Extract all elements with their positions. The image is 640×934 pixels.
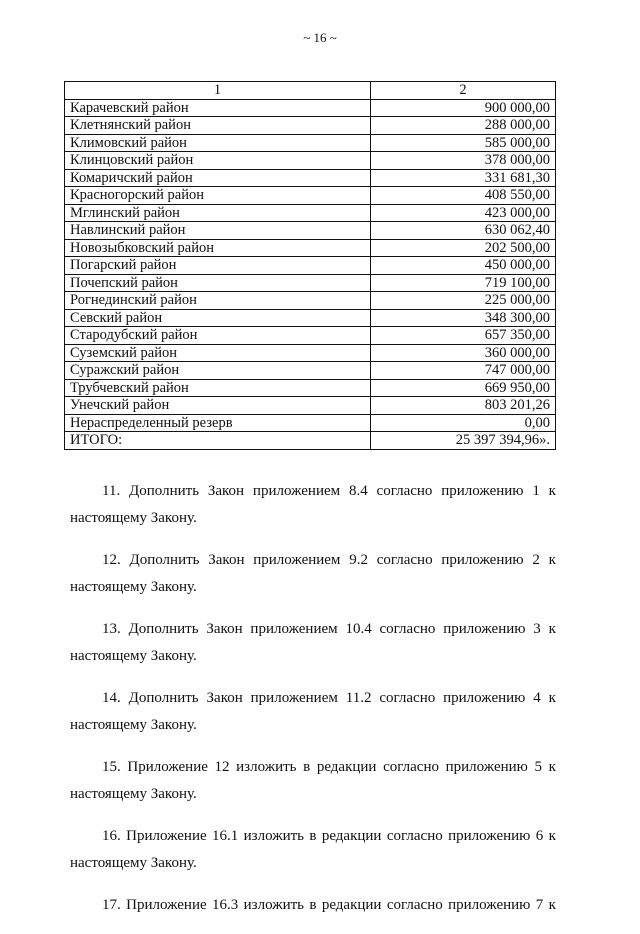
amount-cell: 747 000,00 [371, 362, 556, 380]
district-name-cell: Комаричский район [65, 169, 371, 187]
table-row [65, 292, 556, 310]
amendment-paragraph [70, 547, 556, 601]
table-row [65, 204, 556, 222]
district-amounts-table [64, 81, 556, 450]
amount-cell: 900 000,00 [371, 99, 556, 117]
paragraph-first-line: 13. Дополнить Закон приложением 10.4 согласно приложению 3 к [102, 621, 556, 637]
table-row [65, 379, 556, 397]
paragraph-continuation-line: настоящему Закону. [70, 855, 197, 871]
amount-cell: 288 000,00 [371, 117, 556, 135]
district-name-cell: ИТОГО: [65, 432, 371, 450]
district-name-cell: Погарский район [65, 257, 371, 275]
amount-cell: 630 062,40 [371, 222, 556, 240]
amount-cell: 585 000,00 [371, 134, 556, 152]
paragraph-continuation-line: настоящему Закону. [70, 510, 197, 526]
amendment-paragraphs [70, 478, 556, 934]
district-name-cell: Рогнединский район [65, 292, 371, 310]
table-row [65, 169, 556, 187]
district-name-cell: Мглинский район [65, 204, 371, 222]
paragraph-first-line: 12. Дополнить Закон приложением 9.2 согласно приложению 2 к [102, 552, 556, 568]
amount-cell: 0,00 [371, 414, 556, 432]
table-row [65, 187, 556, 205]
amount-cell: 423 000,00 [371, 204, 556, 222]
amount-cell: 669 950,00 [371, 379, 556, 397]
paragraph-continuation-line: настоящему Закону. [70, 579, 197, 595]
amendment-paragraph [70, 754, 556, 808]
amendment-paragraph [70, 685, 556, 739]
amendment-paragraph [70, 823, 556, 877]
district-name-cell: Унечский район [65, 397, 371, 415]
amount-cell: 360 000,00 [371, 344, 556, 362]
amount-cell: 225 000,00 [371, 292, 556, 310]
table-row [65, 239, 556, 257]
paragraph-first-line: 17. Приложение 16.3 изложить в редакции согласно приложению 7 к [102, 897, 556, 913]
amount-cell: 378 000,00 [371, 152, 556, 170]
table-row [65, 274, 556, 292]
table-row [65, 327, 556, 345]
paragraph-continuation-line: настоящему Закону. [70, 717, 197, 733]
paragraph-first-line: 11. Дополнить Закон приложением 8.4 согласно приложению 1 к [102, 483, 556, 499]
table-row [65, 117, 556, 135]
column-header-2: 2 [371, 82, 556, 100]
amount-cell: 408 550,00 [371, 187, 556, 205]
district-name-cell: Новозыбковский район [65, 239, 371, 257]
column-header-1: 1 [65, 82, 371, 100]
table-row [65, 362, 556, 380]
table-row [65, 344, 556, 362]
district-name-cell: Суземский район [65, 344, 371, 362]
paragraph-first-line: 15. Приложение 12 изложить в редакции согласно приложению 5 к [102, 759, 556, 775]
district-name-cell: Севский район [65, 309, 371, 327]
table-row [65, 432, 556, 450]
district-name-cell: Карачевский район [65, 99, 371, 117]
paragraph-first-line: 14. Дополнить Закон приложением 11.2 согласно приложению 4 к [102, 690, 556, 706]
district-name-cell: Клинцовский район [65, 152, 371, 170]
amount-cell: 331 681,30 [371, 169, 556, 187]
amount-cell: 450 000,00 [371, 257, 556, 275]
table-row [65, 414, 556, 432]
amendment-paragraph [70, 478, 556, 532]
district-name-cell: Климовский район [65, 134, 371, 152]
district-name-cell: Нераспределенный резерв [65, 414, 371, 432]
amendment-paragraph [70, 616, 556, 670]
paragraph-first-line: 16. Приложение 16.1 изложить в редакции согласно приложению 6 к [102, 828, 556, 844]
paragraph-continuation-line: настоящему Закону. [70, 786, 197, 802]
table-row [65, 222, 556, 240]
district-name-cell: Суражский район [65, 362, 371, 380]
table-row [65, 134, 556, 152]
amount-cell: 803 201,26 [371, 397, 556, 415]
table-row [65, 309, 556, 327]
district-name-cell: Стародубский район [65, 327, 371, 345]
amount-cell: 25 397 394,96». [371, 432, 556, 450]
district-name-cell: Трубчевский район [65, 379, 371, 397]
table-header-row [65, 82, 556, 100]
amount-cell: 657 350,00 [371, 327, 556, 345]
district-name-cell: Клетнянский район [65, 117, 371, 135]
page-number: ~ 16 ~ [303, 30, 337, 45]
table-row [65, 152, 556, 170]
paragraph-continuation-line: настоящему Закону. [70, 648, 197, 664]
amount-cell: 348 300,00 [371, 309, 556, 327]
district-name-cell: Почепский район [65, 274, 371, 292]
table-row [65, 99, 556, 117]
amount-cell: 719 100,00 [371, 274, 556, 292]
table-row [65, 257, 556, 275]
district-name-cell: Навлинский район [65, 222, 371, 240]
district-name-cell: Красногорский район [65, 187, 371, 205]
amount-cell: 202 500,00 [371, 239, 556, 257]
table-row [65, 397, 556, 415]
amendment-paragraph [70, 892, 556, 919]
